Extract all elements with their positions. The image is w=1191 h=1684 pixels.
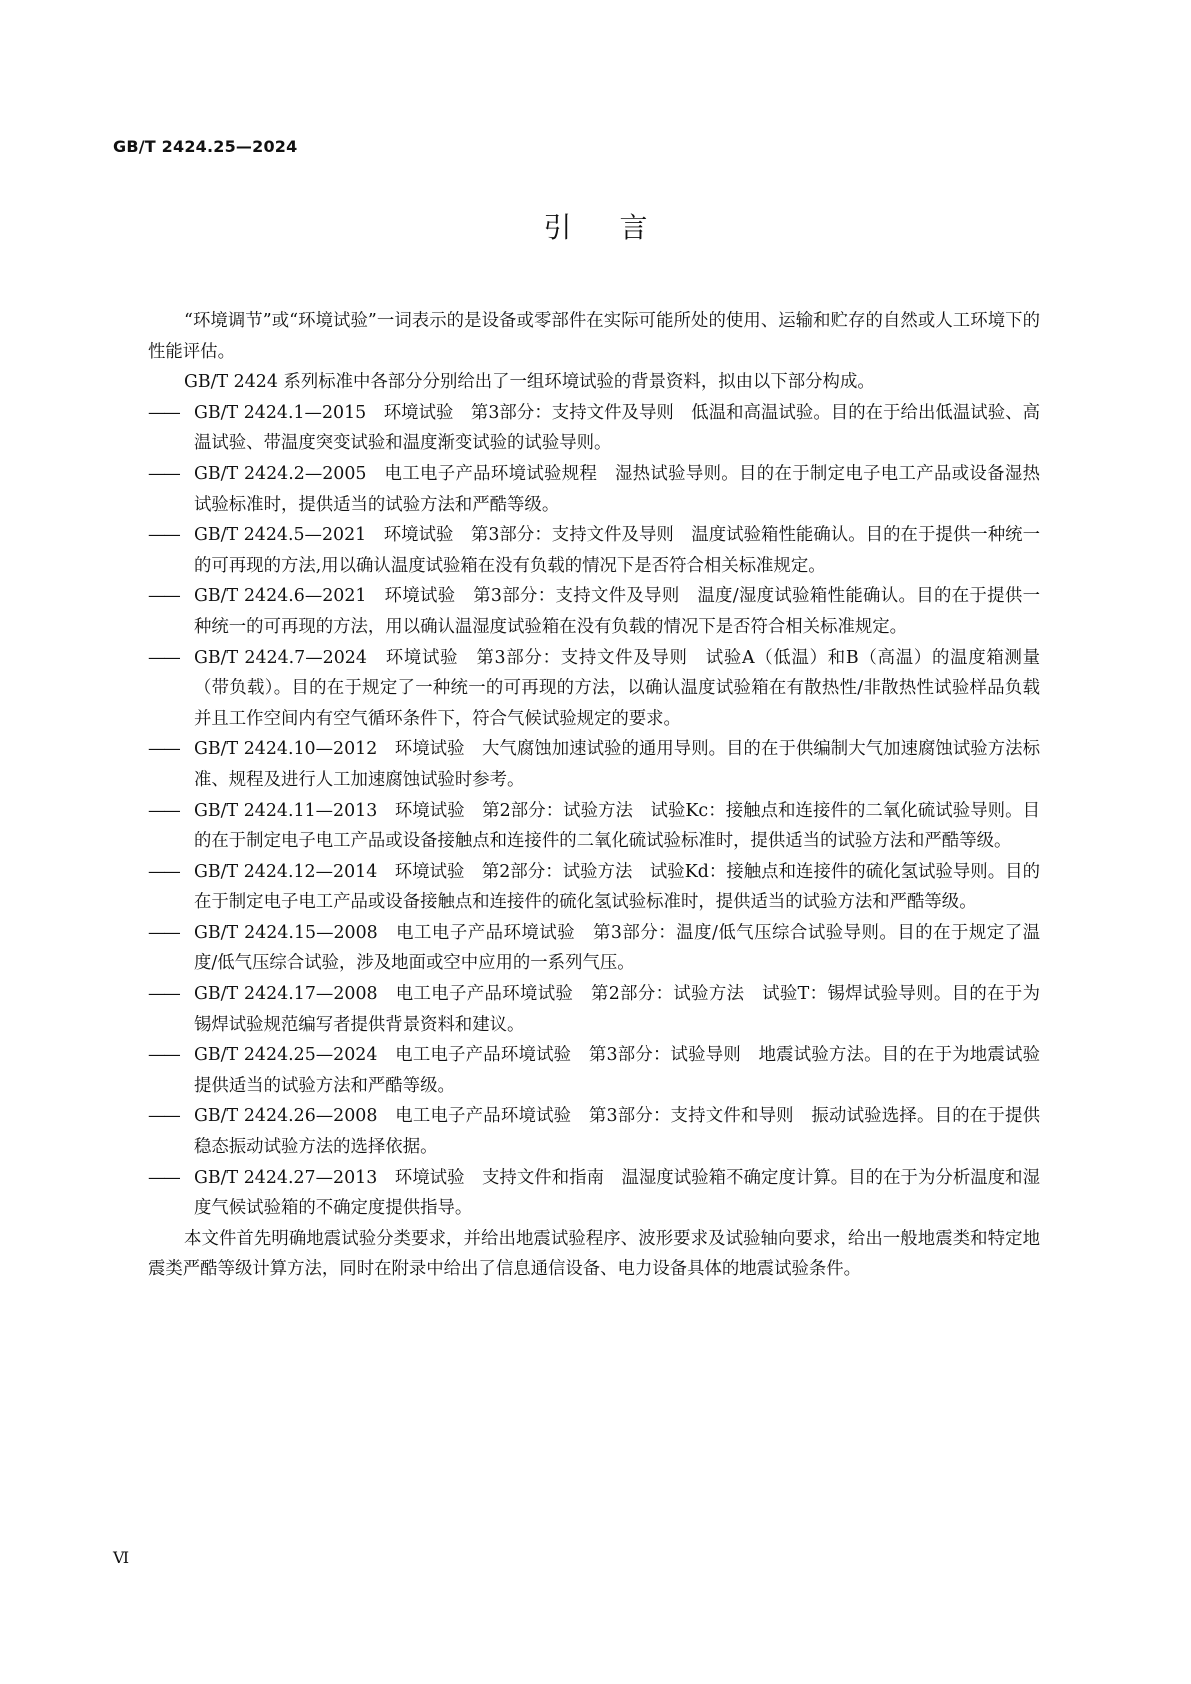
dash-mark: —— bbox=[148, 463, 179, 484]
dash-mark: —— bbox=[148, 586, 179, 607]
list-item-text: GB/T 2424.5—2021 环境试验 第3部分：支持文件及导则 温度试验箱性能确认。目的在于提供一种统一的可再现的方法,用以确认温度试验箱在没有负载的情况下是否符合相关标准规定。 bbox=[194, 525, 1040, 576]
list-item-text: GB/T 2424.1—2015 环境试验 第3部分：支持文件及导则 低温和高温试验。目的在于给出低温试验、高温试验、带温度突变试验和温度渐变试验的试验导则。 bbox=[194, 402, 1040, 454]
list-item bbox=[148, 979, 1040, 1040]
list-item-text: GB/T 2424.2—2005 电工电子产品环境试验规程 湿热试验导则。目的在于制定电子电工产品或设备湿热试验标准时，提供适当的试验方法和严酷等级。 bbox=[194, 463, 1040, 515]
list-item-text: GB/T 2424.26—2008 电工电子产品环境试验 第3部分：支持文件和导则 振动试验选择。目的在于提供稳态振动试验方法的选择依据。 bbox=[194, 1106, 1040, 1158]
dash-mark: —— bbox=[148, 1106, 179, 1127]
page-title: 引言 bbox=[543, 211, 696, 244]
intro-paragraph: “环境调节”或“环境试验”一词表示的是设备或零部件在实际可能所处的使用、运输和贮存的自然或人工环境下的性能评估。 bbox=[148, 311, 1040, 362]
list-item bbox=[148, 918, 1040, 979]
closing-paragraph: 本文件首先明确地震试验分类要求，并给出地震试验程序、波形要求及试验轴向要求，给出一般地震类和特定地震类严酷等级计算方法，同时在附录中给出了信息通信设备、电力设备具体的地震试验条件。 bbox=[148, 1228, 1040, 1280]
list-item-text: GB/T 2424.27—2013 环境试验 支持文件和指南 温湿度试验箱不确定度计算。目的在于为分析温度和湿度气候试验箱的不确定度提供指导。 bbox=[194, 1167, 1040, 1219]
dash-mark: —— bbox=[148, 1167, 179, 1188]
list-item-text: GB/T 2424.17—2008 电工电子产品环境试验 第2部分：试验方法 试验T：锡焊试验导则。目的在于为锡焊试验规范编写者提供背景资料和建议。 bbox=[194, 984, 1040, 1035]
series-paragraph: GB/T 2424 系列标准中各部分分别给出了一组环境试验的背景资料，拟由以下部分构成。 bbox=[184, 372, 875, 393]
list-item bbox=[148, 857, 1040, 918]
body-text bbox=[148, 306, 1040, 1285]
list-item-text: GB/T 2424.10—2012 环境试验 大气腐蚀加速试验的通用导则。目的在于供编制大气加速腐蚀试验方法标准、规程及进行人工加速腐蚀试验时参考。 bbox=[194, 739, 1040, 790]
list-item bbox=[148, 1101, 1040, 1162]
list-item-text: GB/T 2424.11—2013 环境试验 第2部分：试验方法 试验Kc：接触点和连接件的二氧化硫试验导则。目的在于制定电子电工产品或设备接触点和连接件的二氧化硫试验标准时，提供适当的试验方法和严酷等级。 bbox=[194, 800, 1040, 852]
document-code: GB/T 2424.25—2024 bbox=[113, 137, 298, 156]
list-item bbox=[148, 734, 1040, 795]
list-item bbox=[148, 1163, 1040, 1224]
dash-mark: —— bbox=[148, 525, 179, 546]
list-item bbox=[148, 581, 1040, 642]
dash-mark: —— bbox=[148, 984, 179, 1005]
dash-mark: —— bbox=[148, 922, 179, 943]
list-item bbox=[148, 1040, 1040, 1101]
dash-mark: —— bbox=[148, 647, 179, 668]
list-item bbox=[148, 796, 1040, 857]
dash-mark: —— bbox=[148, 800, 179, 821]
list-item-text: GB/T 2424.12—2014 环境试验 第2部分：试验方法 试验Kd：接触点和连接件的硫化氢试验导则。目的在于制定电子电工产品或设备接触点和连接件的硫化氢试验标准时，提供适当的试验方法和严酷等级。 bbox=[194, 861, 1040, 913]
list-item-text: GB/T 2424.15—2008 电工电子产品环境试验 第3部分：温度/低气压综合试验导则。目的在于规定了温度/低气压综合试验，涉及地面或空中应用的一系列气压。 bbox=[194, 922, 1040, 974]
list-item-text: GB/T 2424.25—2024 电工电子产品环境试验 第3部分：试验导则 地震试验方法。目的在于为地震试验提供适当的试验方法和严酷等级。 bbox=[194, 1045, 1040, 1096]
dash-mark: —— bbox=[148, 739, 179, 760]
list-item bbox=[148, 398, 1040, 459]
list-item bbox=[148, 459, 1040, 520]
list-item-text: GB/T 2424.7—2024 环境试验 第3部分：支持文件及导则 试验A（低温）和B（高温）的温度箱测量（带负载）。目的在于规定了一种统一的可再现的方法，以确认温度试验箱在有散热性/非散热性试验样品负载并且工作空间内有空气循环条件下，符合气候试验规定的要求。 bbox=[194, 647, 1040, 729]
list-item bbox=[148, 520, 1040, 581]
list-item-text: GB/T 2424.6—2021 环境试验 第3部分：支持文件及导则 温度/湿度试验箱性能确认。目的在于提供一种统一的可再现的方法，用以确认温湿度试验箱在没有负载的情况下是否符合相关标准规定。 bbox=[194, 586, 1040, 637]
dash-mark: —— bbox=[148, 402, 179, 423]
dash-mark: —— bbox=[148, 861, 179, 882]
dash-mark: —— bbox=[148, 1045, 179, 1066]
list-item bbox=[148, 643, 1040, 735]
page-number: Ⅵ bbox=[113, 1548, 130, 1567]
